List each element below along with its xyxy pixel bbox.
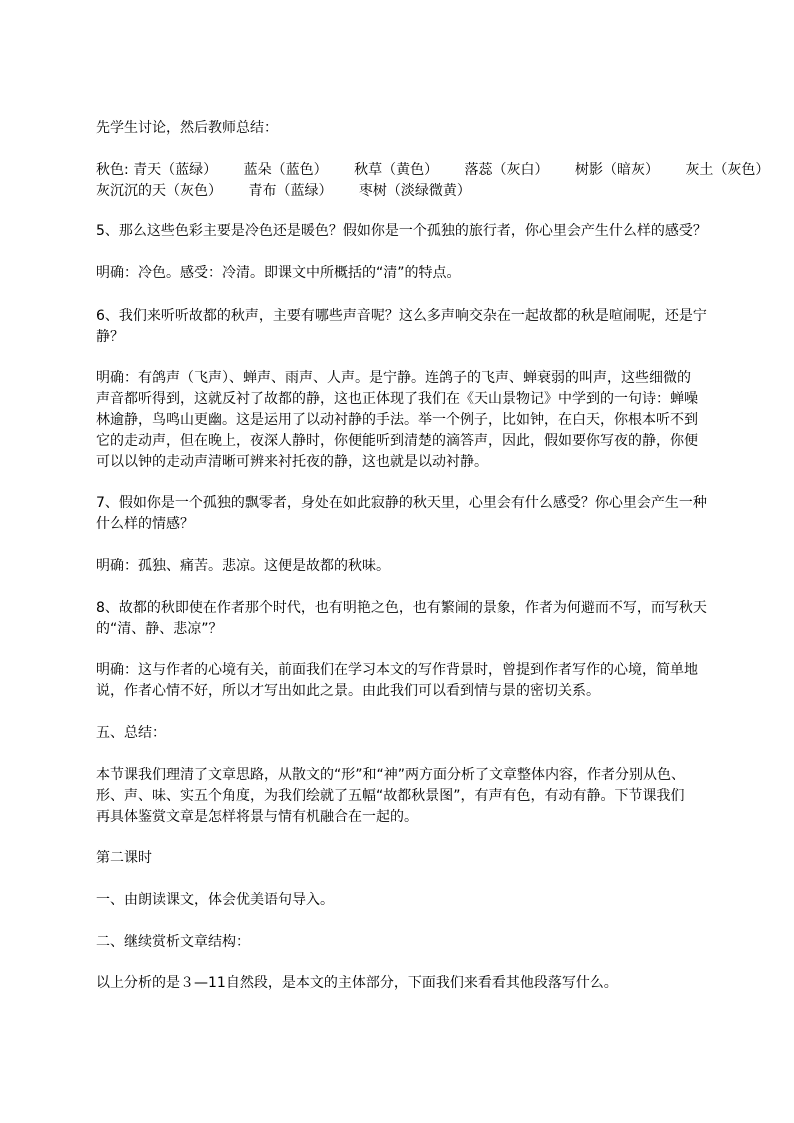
answer-6-line-5: 可以以钟的走动声清晰可辨来衬托夜的静，这也就是以动衬静。 [96, 454, 488, 470]
color-item: 灰土（灰色） [685, 162, 770, 178]
answer-6-line-4: 它的走动声，但在晚上，夜深人静时，你便能听到清楚的滴答声，因此，假如要你写夜的静，你便 [96, 433, 698, 449]
question-8-line-2: 的“清、静、悲凉”？ [96, 621, 223, 637]
answer-6-line-3: 林逾静，鸟鸣山更幽。这是运用了以动衬静的手法。举一个例子，比如钟，在白天，你根本听不到 [96, 412, 698, 428]
color-item: 灰沉沉的天（灰色） [96, 183, 222, 199]
color-item: 秋色: 青天（蓝绿） [96, 162, 218, 178]
question-6-line-1: 6、我们来听听故都的秋声，主要有哪些声音呢？这么多声响交杂在一起故都的秋是喧闹呢，还是宁 [96, 308, 707, 324]
step-1: 一、由朗读课文，体会优美语句导入。 [96, 892, 334, 908]
step-2-text: 以上分析的是３—11自然段，是本文的主体部分，下面我们来看看其他段落写什么。 [96, 975, 618, 991]
color-item: 枣树（淡绿微黄） [358, 183, 471, 199]
question-5: 5、那么这些色彩主要是冷色还是暖色？假如你是一个孤独的旅行者，你心里会产生什么样的感受？ [96, 223, 707, 239]
color-list-line-2 [96, 180, 706, 202]
intro-text: 先学生讨论，然后教师总结： [96, 120, 278, 136]
summary-line-2: 形、声、味、实五个角度，为我们绘就了五幅“故都秋景图”，有声有色，有动有静。下节课我们 [96, 788, 685, 804]
color-item: 树影（暗灰） [574, 162, 659, 178]
lesson-2-heading: 第二课时 [96, 850, 152, 866]
question-6-line-2: 静？ [96, 329, 124, 345]
answer-6-line-2: 声音都听得到，这就反衬了故都的静，这也正体现了我们在《天山景物记》中学到的一句诗：蝉噪 [96, 391, 698, 407]
summary-line-1: 本节课我们理清了文章思路，从散文的“形”和“神”两方面分析了文章整体内容，作者分别从色、 [96, 767, 686, 783]
answer-7: 明确：孤独、痛苦。悲凉。这便是故都的秋味。 [96, 558, 390, 574]
question-7-line-1: 7、假如你是一个孤独的飘零者，身处在如此寂静的秋天里，心里会有什么感受？你心里会产生一种 [96, 495, 707, 511]
color-item: 青布（蓝绿） [248, 183, 333, 199]
summary-line-3: 再具体鉴赏文章是怎样将景与情有机融合在一起的。 [96, 809, 418, 825]
step-2: 二、继续赏析文章结构： [96, 934, 250, 950]
color-item: 蓝朵（蓝色） [243, 162, 328, 178]
question-7-line-2: 什么样的情感？ [96, 516, 194, 532]
color-list-line-1 [96, 159, 770, 181]
answer-8-line-1: 明确：这与作者的心境有关，前面我们在学习本文的写作背景时，曾提到作者写作的心境，简单地 [96, 662, 698, 678]
color-item: 落蕊（灰白） [464, 162, 549, 178]
answer-6-line-1: 明确：有鸽声（飞声）、蝉声、雨声、人声。是宁静。连鸽子的飞声、蝉衰弱的叫声，这些细微的 [96, 370, 691, 386]
question-8-line-1: 8、故都的秋即使在作者那个时代，也有明艳之色，也有繁闹的景象，作者为何避而不写，而写秋天 [96, 600, 707, 616]
summary-heading: 五、总结： [96, 725, 166, 741]
answer-5: 明确：冷色。感受：冷清。即课文中所概括的“清”的特点。 [96, 265, 461, 281]
answer-8-line-2: 说，作者心情不好，所以才写出如此之景。由此我们可以看到情与景的密切关系。 [96, 683, 600, 699]
color-item: 秋草（黄色） [354, 162, 439, 178]
